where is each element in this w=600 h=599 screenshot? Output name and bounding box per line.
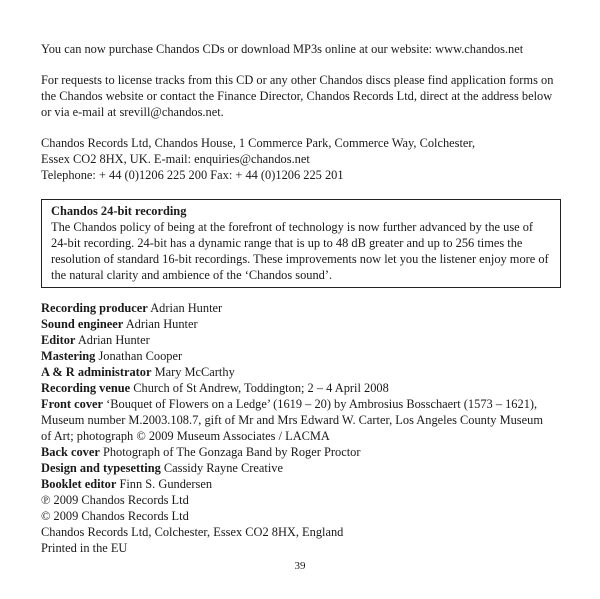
credit-line: [41, 380, 571, 396]
credit-label: Design and typesetting: [41, 461, 161, 475]
address-line: Telephone: + 44 (0)1206 225 200 Fax: + 44 (0)1206 225 201: [41, 168, 344, 182]
box-line: 24-bit recording. 24-bit has a dynamic range that is up to 48 dB greater and up to 256 times the: [51, 236, 523, 250]
credit-label: A & R administrator: [41, 365, 152, 379]
credit-label: Editor: [41, 333, 76, 347]
credit-value: of Art; photograph © 2009 Museum Associates / LACMA: [41, 429, 330, 443]
credit-value: Finn S. Gundersen: [116, 477, 213, 491]
credit-value: Church of St Andrew, Toddington; 2 – 4 April 2008: [130, 381, 389, 395]
credit-line: [41, 364, 571, 380]
credit-value: Adrian Hunter: [75, 333, 150, 347]
credit-value: Jonathan Cooper: [95, 349, 183, 363]
credit-value: Printed in the EU: [41, 541, 128, 555]
credit-value: Adrian Hunter: [147, 301, 223, 315]
address-line: Chandos Records Ltd, Chandos House, 1 Commerce Park, Commerce Way, Colchester,: [41, 136, 476, 150]
intro-text: You can now purchase Chandos CDs or download MP3s online at our website: www.chandos.net: [41, 42, 524, 56]
box-line: resolution of standard 16-bit recordings. These improvements now let you the listener enjoy more of: [51, 252, 549, 266]
credit-value: ℗ 2009 Chandos Records Ltd: [41, 493, 189, 507]
box-line: the natural clarity and ambience of the ‘Chandos sound’.: [51, 268, 333, 282]
credit-value: Photograph of The Gonzaga Band by Roger Proctor: [99, 445, 361, 459]
credit-line: [41, 540, 571, 556]
credit-label: Back cover: [41, 445, 100, 459]
credit-value: Chandos Records Ltd, Colchester, Essex CO2 8HX, England: [41, 525, 344, 539]
credit-value: ‘Bouquet of Flowers on a Ledge’ (1619 – 20) by Ambrosius Bosschaert (1573 – 1621),: [103, 397, 538, 411]
page-number: 39: [294, 560, 306, 572]
box-line: The Chandos policy of being at the forefront of technology is now further advanced by the use of: [51, 220, 534, 234]
credit-value: Adrian Hunter: [123, 317, 198, 331]
address-paragraph: [41, 135, 571, 183]
credit-value: Mary McCarthy: [151, 365, 235, 379]
credit-label: Booklet editor: [41, 477, 117, 491]
credit-line: [41, 476, 571, 492]
address-line: Essex CO2 8HX, UK. E-mail: enquiries@chandos.net: [41, 152, 310, 166]
credit-value: Cassidy Rayne Creative: [160, 461, 283, 475]
credit-line: [41, 316, 571, 332]
license-line: or via e-mail at srevill@chandos.net.: [41, 105, 224, 119]
credit-line: [41, 524, 571, 540]
credit-line: [41, 428, 571, 444]
license-paragraph: [41, 72, 571, 120]
credit-label: Mastering: [41, 349, 96, 363]
credit-line: [41, 508, 571, 524]
credits-list: [41, 300, 571, 556]
credit-line: [41, 396, 571, 412]
credit-label: Recording producer: [41, 301, 148, 315]
license-line: the Chandos website or contact the Finance Director, Chandos Records Ltd, direct at the address below: [41, 89, 553, 103]
credit-line: [41, 412, 571, 428]
booklet-page: [41, 41, 571, 556]
credit-line: [41, 460, 571, 476]
credit-line: [41, 300, 571, 316]
credit-label: Front cover: [41, 397, 104, 411]
recording-info-box: [41, 199, 561, 288]
credit-line: [41, 444, 571, 460]
license-line: For requests to license tracks from this CD or any other Chandos discs please find application forms on: [41, 73, 554, 87]
credit-label: Recording venue: [41, 381, 131, 395]
credit-line: [41, 348, 571, 364]
credit-label: Sound engineer: [41, 317, 124, 331]
credit-line: [41, 492, 571, 508]
box-title: Chandos 24-bit recording: [51, 204, 187, 218]
credit-line: [41, 332, 571, 348]
credit-value: Museum number M.2003.108.7, gift of Mr and Mrs Edward W. Carter, Los Angeles County Museum: [41, 413, 543, 427]
credit-value: © 2009 Chandos Records Ltd: [41, 509, 189, 523]
